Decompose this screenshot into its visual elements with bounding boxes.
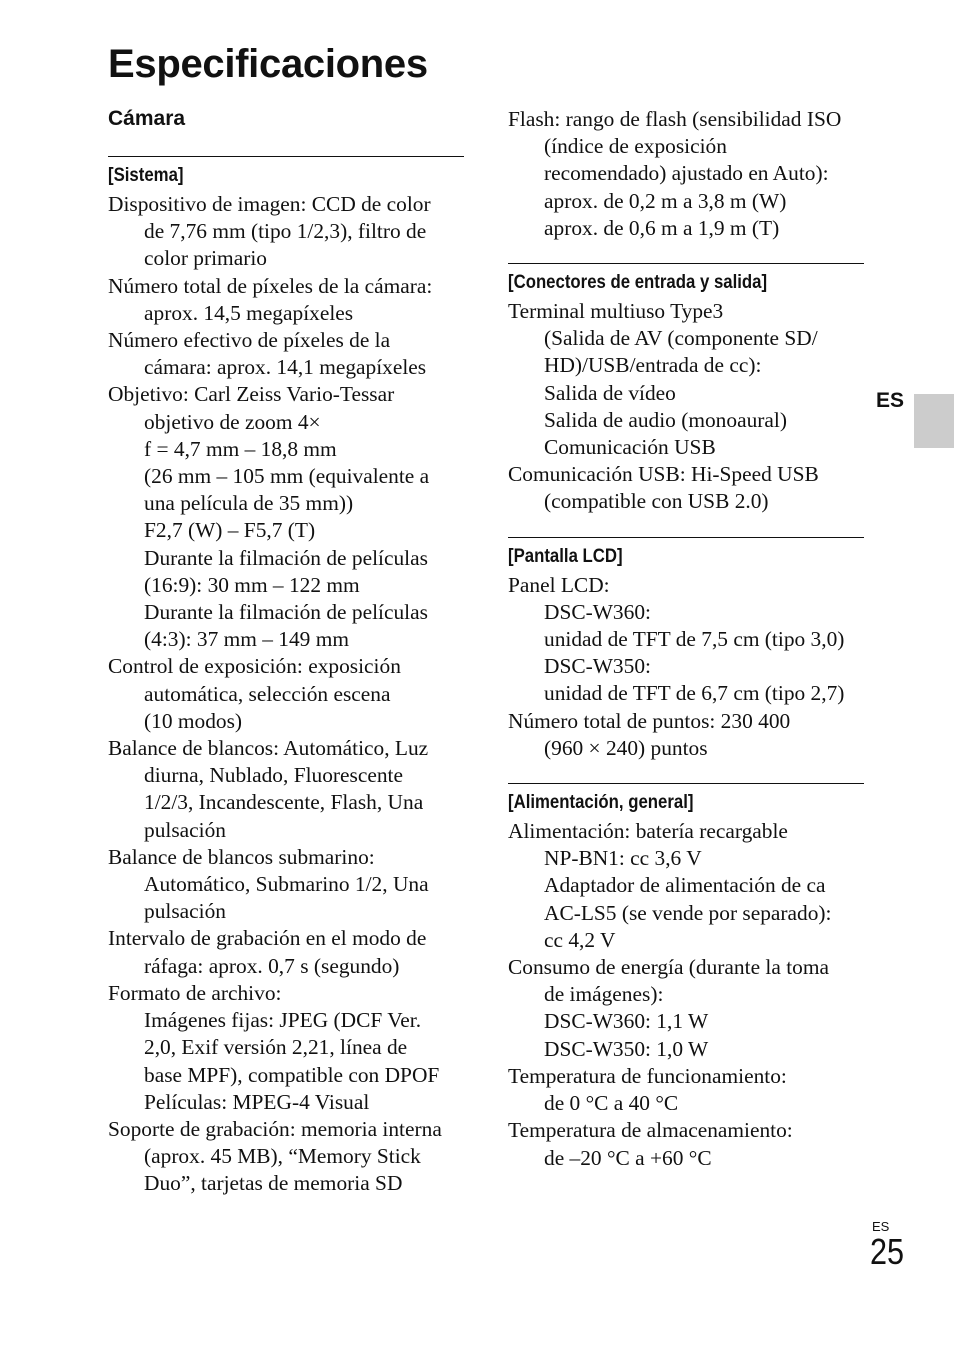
spec-line-continued: (10 modos) bbox=[144, 708, 243, 733]
spec-line-continued: pulsación bbox=[144, 817, 226, 842]
spec-line: Alimentación: batería recargable bbox=[508, 819, 788, 844]
spec-line-continued: (aprox. 45 MB), “Memory Stick bbox=[144, 1144, 421, 1169]
spec-line-continued: F2,7 (W) – F5,7 (T) bbox=[144, 518, 316, 543]
page-number: 25 bbox=[870, 1231, 905, 1272]
spec-lines bbox=[508, 818, 864, 1172]
spec-line-continued: AC-LS5 (se vende por separado): bbox=[544, 900, 832, 925]
section-title-camara: Cámara bbox=[108, 107, 186, 130]
spec-line: Temperatura de almacenamiento: bbox=[508, 1118, 793, 1143]
spec-line-continued: HD)/USB/entrada de cc): bbox=[544, 353, 762, 378]
spec-line-continued: Películas: MPEG-4 Visual bbox=[144, 1089, 370, 1114]
spec-line-continued: 2,0, Exif versión 2,21, línea de bbox=[144, 1035, 408, 1060]
spec-line-continued: NP-BN1: cc 3,6 V bbox=[544, 846, 702, 871]
spec-line: Comunicación USB: Hi-Speed USB bbox=[508, 462, 819, 487]
spec-line: Objetivo: Carl Zeiss Vario-Tessar bbox=[108, 382, 395, 407]
spec-line-continued: (Salida de AV (componente SD/ bbox=[544, 326, 818, 351]
spec-line-continued: ráfaga: aprox. 0,7 s (segundo) bbox=[144, 953, 400, 978]
spec-line-continued: Comunicación USB bbox=[544, 435, 716, 460]
spec-line-continued: f = 4,7 mm – 18,8 mm bbox=[144, 436, 337, 461]
spec-line-continued: cámara: aprox. 14,1 megapíxeles bbox=[144, 355, 427, 380]
left-column bbox=[108, 156, 464, 1198]
spec-line-continued: Automático, Submarino 1/2, Una bbox=[144, 872, 429, 897]
spec-line-continued: pulsación bbox=[144, 899, 226, 924]
spec-line-continued: Imágenes fijas: JPEG (DCF Ver. bbox=[144, 1008, 422, 1033]
spec-line-continued: base MPF), compatible con DPOF bbox=[144, 1062, 440, 1087]
spec-line-continued: Durante la filmación de películas bbox=[144, 600, 428, 625]
spec-line-continued: DSC-W360: 1,1 W bbox=[544, 1009, 709, 1034]
spec-lines bbox=[508, 298, 864, 516]
spec-line: Número total de píxeles de la cámara: bbox=[108, 273, 433, 298]
spec-line-continued: unidad de TFT de 7,5 cm (tipo 3,0) bbox=[544, 627, 845, 652]
spec-line: Flash: rango de flash (sensibilidad ISO bbox=[508, 107, 842, 131]
spec-line-continued: DSC-W360: bbox=[544, 599, 651, 624]
spec-line-continued: unidad de TFT de 6,7 cm (tipo 2,7) bbox=[544, 681, 845, 706]
page-title: Especificaciones bbox=[108, 42, 428, 86]
spec-line: Dispositivo de imagen: CCD de color bbox=[108, 192, 431, 216]
footer-language: ES bbox=[872, 1219, 890, 1234]
spec-line: Intervalo de grabación en el modo de bbox=[108, 926, 427, 951]
section-pantalla bbox=[508, 537, 864, 762]
spec-line: Control de exposición: exposición bbox=[108, 654, 401, 679]
spec-line-continued: objetivo de zoom 4× bbox=[144, 409, 321, 434]
section-heading-sistema: [Sistema] bbox=[108, 164, 184, 186]
spec-line-continued: de imágenes): bbox=[544, 982, 664, 1007]
spec-line-continued: de 7,76 mm (tipo 1/2,3), filtro de bbox=[144, 219, 427, 244]
spec-line-continued: aprox. de 0,6 m a 1,9 m (T) bbox=[544, 215, 780, 240]
section-conectores bbox=[508, 263, 864, 516]
spec-line-continued: Duo”, tarjetas de memoria SD bbox=[144, 1171, 403, 1196]
spec-line-continued: de 0 °C a 40 °C bbox=[544, 1091, 679, 1116]
spec-line-continued: (índice de exposición bbox=[544, 134, 727, 159]
spacer bbox=[508, 516, 864, 537]
spec-line-continued: automática, selección escena bbox=[144, 681, 391, 706]
spec-line-continued: recomendado) ajustado en Auto): bbox=[544, 161, 829, 186]
spec-line-continued: Durante la filmación de películas bbox=[144, 545, 428, 570]
spec-line-continued: (960 × 240) puntos bbox=[544, 735, 708, 760]
spec-line: Panel LCD: bbox=[508, 572, 610, 597]
spec-line-continued: (compatible con USB 2.0) bbox=[544, 489, 769, 514]
section-heading-conectores: [Conectores de entrada y salida] bbox=[508, 271, 768, 294]
spec-line-continued: DSC-W350: bbox=[544, 654, 651, 679]
spec-line-continued: (4:3): 37 mm – 149 mm bbox=[144, 627, 349, 652]
spec-line: Terminal multiuso Type3 bbox=[508, 299, 724, 324]
section-heading-pantalla: [Pantalla LCD] bbox=[508, 544, 623, 567]
spec-line: Balance de blancos submarino: bbox=[108, 844, 375, 869]
language-tab-marker bbox=[914, 394, 954, 448]
section-alimentacion bbox=[508, 783, 864, 1172]
spec-line-continued: 1/2/3, Incandescente, Flash, Una bbox=[144, 790, 424, 815]
spec-line: Número efectivo de píxeles de la bbox=[108, 328, 391, 353]
spacer bbox=[508, 762, 864, 783]
spec-line-continued: Salida de vídeo bbox=[544, 380, 676, 405]
spec-line-continued: de –20 °C a +60 °C bbox=[544, 1145, 712, 1170]
spec-line-continued: color primario bbox=[144, 246, 267, 271]
spec-line-continued: diurna, Nublado, Fluorescente bbox=[144, 763, 403, 788]
spec-line: Temperatura de funcionamiento: bbox=[508, 1063, 787, 1088]
section-heading-alimentacion: [Alimentación, general] bbox=[508, 791, 694, 814]
spec-line-continued: Salida de audio (monoaural) bbox=[544, 407, 787, 432]
spec-line-continued: (16:9): 30 mm – 122 mm bbox=[144, 572, 360, 597]
language-tab-label: ES bbox=[876, 389, 905, 412]
spec-lines bbox=[508, 106, 864, 242]
spec-line-continued: cc 4,2 V bbox=[544, 927, 616, 952]
spec-lines bbox=[108, 191, 464, 1198]
spec-line-continued: DSC-W350: 1,0 W bbox=[544, 1036, 709, 1061]
spec-line: Número total de puntos: 230 400 bbox=[508, 708, 791, 733]
right-column bbox=[508, 106, 864, 1172]
spec-line: Soporte de grabación: memoria interna bbox=[108, 1116, 442, 1141]
spacer bbox=[508, 242, 864, 263]
section-sistema bbox=[108, 156, 464, 1198]
spec-lines bbox=[508, 572, 864, 762]
spec-line-continued: aprox. de 0,2 m a 3,8 m (W) bbox=[544, 188, 787, 213]
spec-line: Formato de archivo: bbox=[108, 980, 282, 1005]
spec-line: Consumo de energía (durante la toma bbox=[508, 955, 829, 980]
section-flash bbox=[508, 106, 864, 242]
spec-line-continued: Adaptador de alimentación de ca bbox=[544, 873, 826, 898]
spec-line: Balance de blancos: Automático, Luz bbox=[108, 736, 429, 761]
spec-line-continued: una película de 35 mm)) bbox=[144, 491, 354, 516]
spec-line-continued: (26 mm – 105 mm (equivalente a bbox=[144, 464, 430, 489]
spec-line-continued: aprox. 14,5 megapíxeles bbox=[144, 300, 354, 325]
